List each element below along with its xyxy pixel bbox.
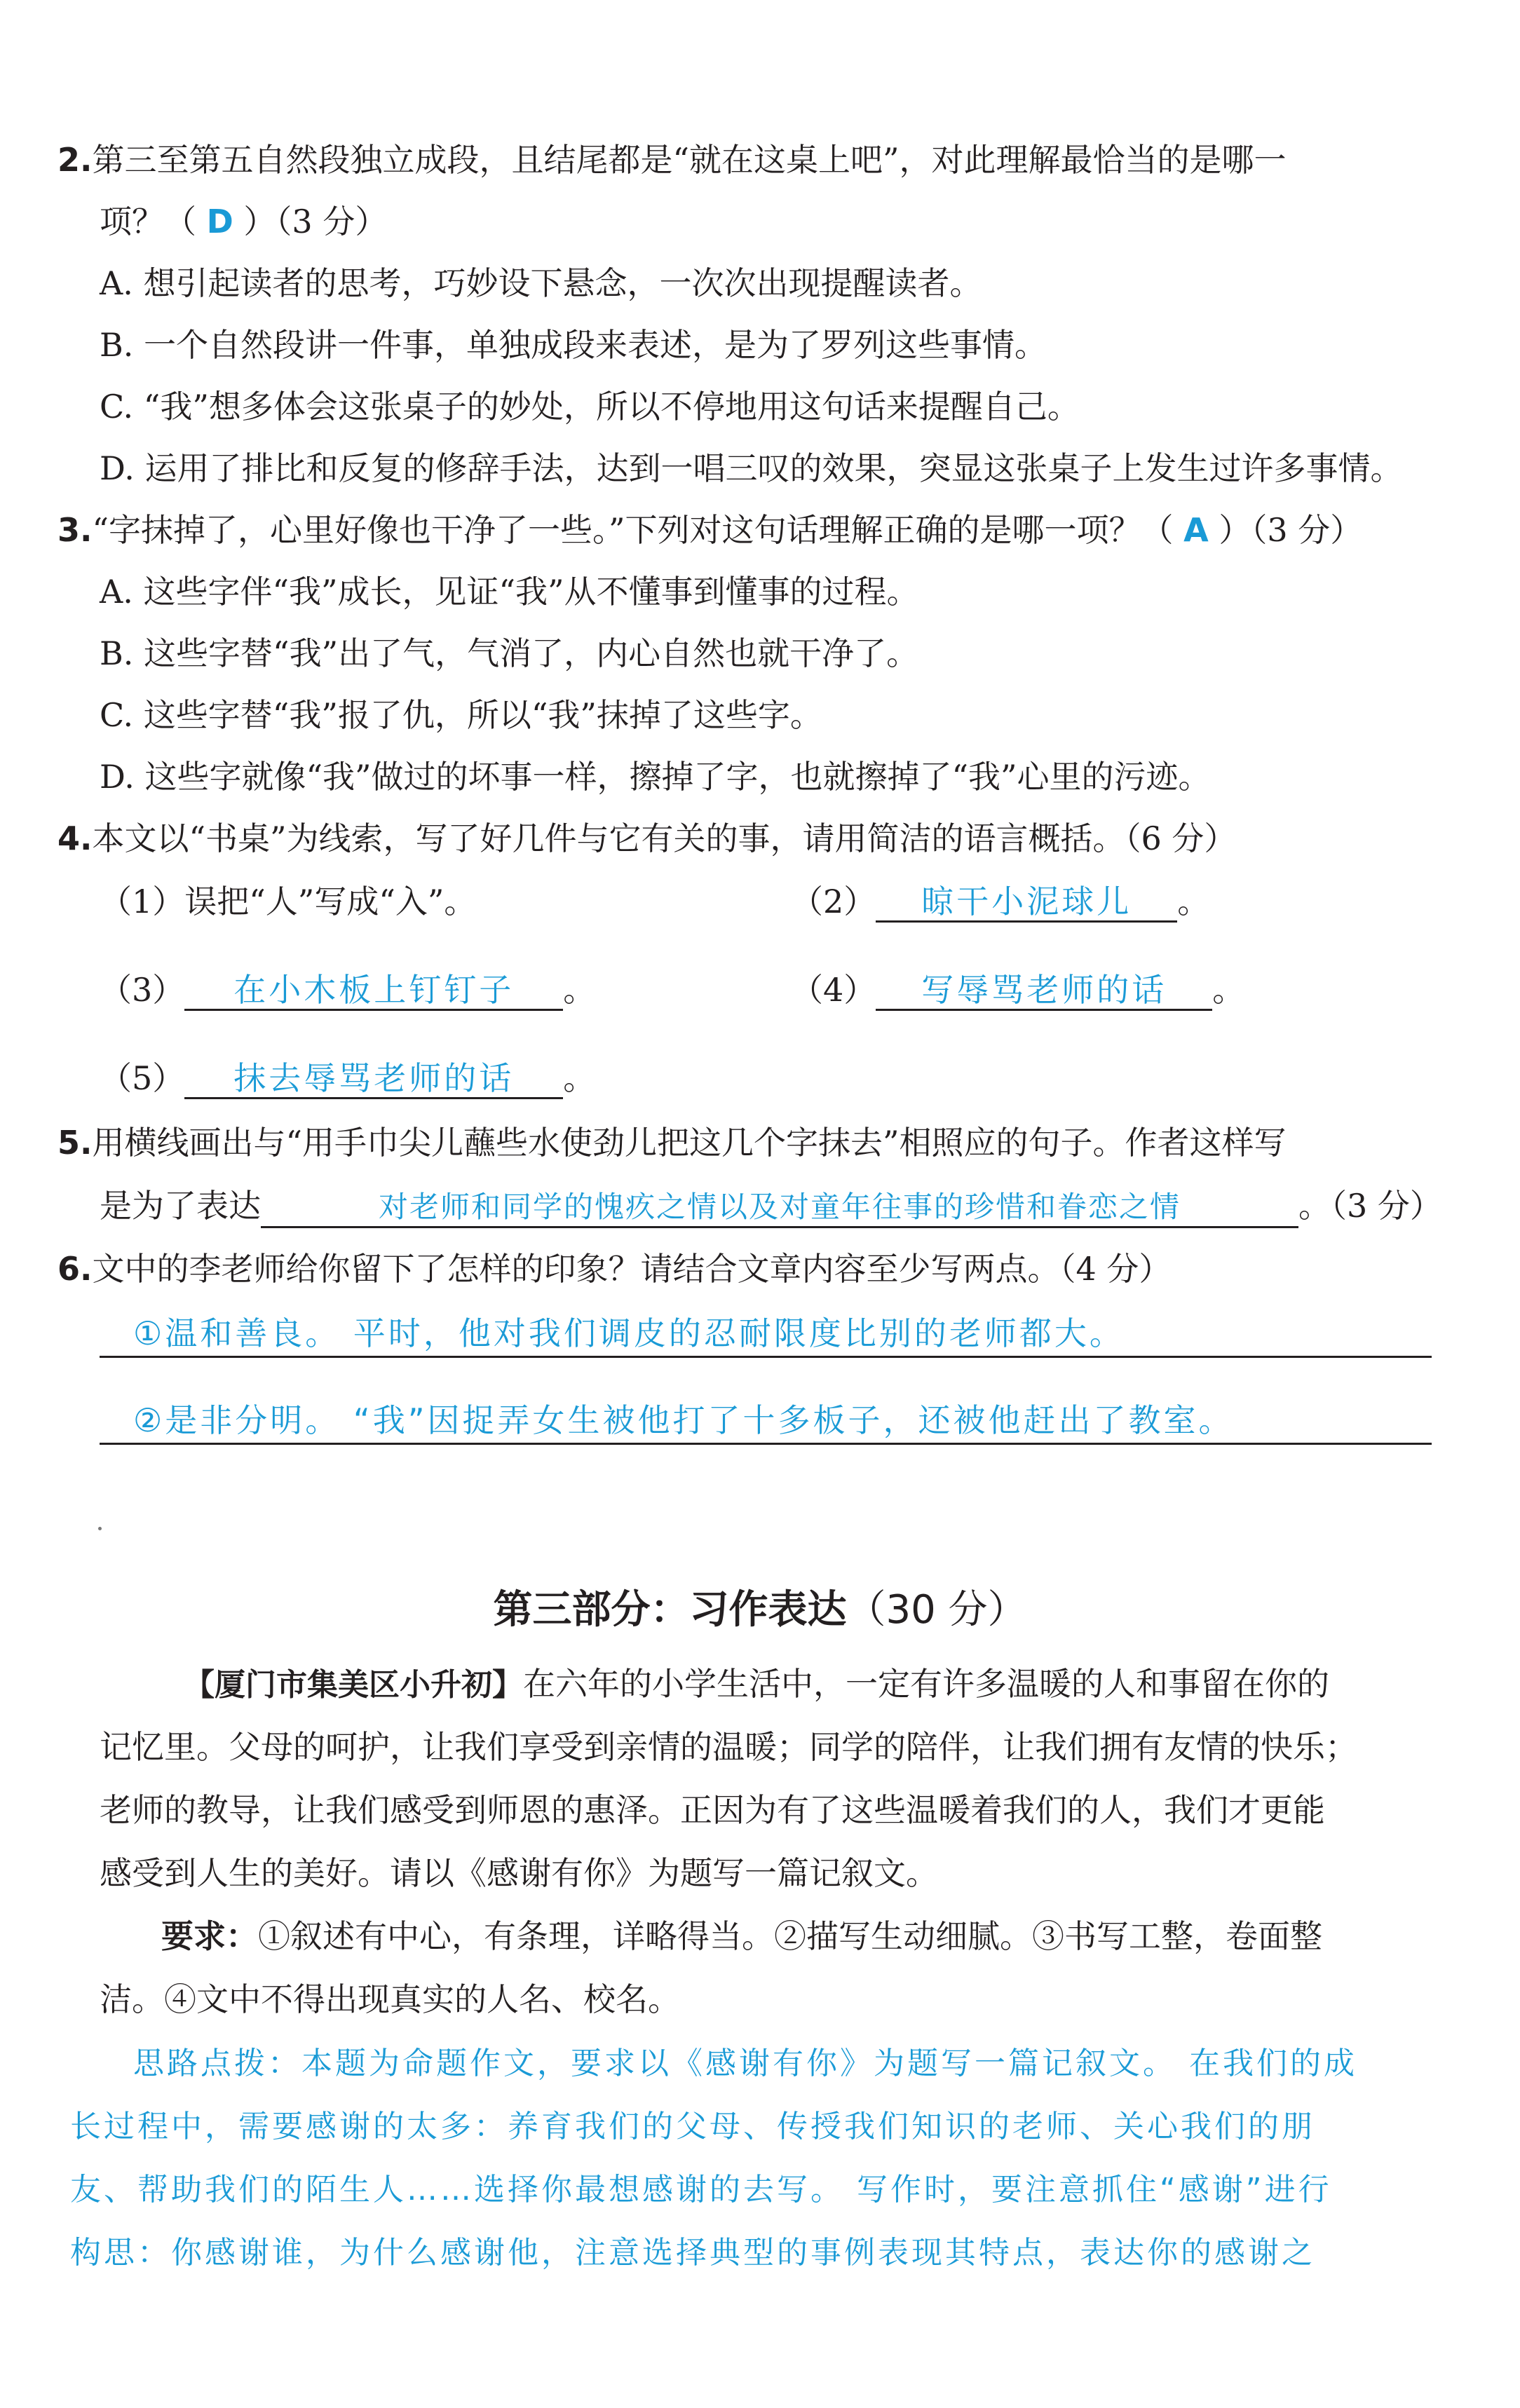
q4-item-5-answer: 抹去辱骂老师的话 — [184, 1059, 563, 1099]
q6-stem-text: 文中的李老师给你留下了怎样的印象？请结合文章内容至少写两点。（4 分） — [92, 1250, 1172, 1288]
q4-item-2 — [791, 880, 1209, 923]
q5-stem-line2 — [100, 1185, 1442, 1228]
q6-answer-1: ①温和善良。 平时，他对我们调皮的忍耐限度比别的老师都大。 — [133, 1314, 1125, 1352]
q2-option-b: B. 一个自然段讲一件事，单独成段来表述，是为了罗列这些事情。 — [100, 326, 1047, 364]
part3-title — [0, 1586, 1520, 1635]
part3-para-line1 — [184, 1663, 1329, 1706]
q6-answer-2: ②是非分明。 “我”因捉弄女生被他打了十多板子，还被他赶出了教室。 — [133, 1401, 1234, 1439]
hint-line3: 友、帮助我们的陌生人……选择你最想感谢的去写。 写作时，要注意抓住“感谢”进行 — [70, 2172, 1332, 2208]
requirements-label: 要求： — [161, 1917, 258, 1955]
q4-number: 4. — [57, 819, 93, 857]
part3-points: （30 分） — [846, 1587, 1027, 1633]
q6-number: 6. — [57, 1250, 93, 1288]
q4-item-1-text: 误把“人”写成“入”。 — [184, 883, 477, 920]
q4-item-3-label: （3） — [100, 971, 185, 1009]
q5-stem-line1 — [57, 1122, 1287, 1164]
q4-item-2-label: （2） — [791, 883, 876, 920]
q6-answer-2-rule — [100, 1443, 1432, 1445]
part3-para-line2: 记忆里。父母的呵护，让我们享受到亲情的温暖；同学的陪伴，让我们拥有友情的快乐； — [100, 1728, 1357, 1766]
hint-line2: 长过程中，需要感谢的太多：养育我们的父母、传授我们知识的老师、关心我们的朋 — [70, 2109, 1315, 2144]
q4-item-4-label: （4） — [791, 971, 876, 1009]
q4-item-5-end: 。 — [563, 1059, 596, 1097]
q2-option-c: C. “我”想多体会这张桌子的妙处，所以不停地用这句话来提醒自己。 — [100, 388, 1080, 426]
requirements-line1 — [161, 1915, 1322, 1957]
q3-stem — [57, 509, 1362, 551]
q3-option-d: D. 这些字就像“我”做过的坏事一样，擦掉了字，也就擦掉了“我”心里的污迹。 — [100, 758, 1211, 796]
q6-answer-1-rule — [100, 1356, 1432, 1358]
q2-answer: D — [206, 203, 233, 240]
requirements-text1: ①叙述有中心，有条理，详略得当。②描写生动细腻。③书写工整，卷面整 — [258, 1917, 1322, 1955]
q5-stem-text: 用横线画出与“用手巾尖儿蘸些水使劲儿把这几个字抹去”相照应的句子。作者这样写 — [92, 1124, 1287, 1162]
q5-number: 5. — [57, 1124, 93, 1162]
q4-item-1-label: （1） — [100, 883, 185, 920]
q3-number: 3. — [57, 511, 93, 549]
part3-para-line3: 老师的教导，让我们感受到师恩的惠泽。正因为有了这些温暖着我们的人，我们才更能 — [100, 1791, 1325, 1829]
q3-option-b: B. 这些字替“我”出了气，气消了，内心自然也就干净了。 — [100, 634, 919, 672]
q4-item-2-answer: 晾干小泥球儿 — [876, 883, 1177, 923]
q4-stem — [57, 817, 1236, 859]
q4-item-4 — [791, 969, 1244, 1011]
q4-item-5 — [100, 1057, 595, 1099]
q3-answer: A — [1183, 511, 1209, 549]
q5-answer: 对老师和同学的愧疚之情以及对童年往事的珍惜和眷恋之情 — [261, 1188, 1298, 1228]
hint-line1: 思路点拨：本题为命题作文，要求以《感谢有你》为题写一篇记叙文。 在我们的成 — [133, 2046, 1357, 2081]
source-tag: 【厦门市集美区小升初】 — [184, 1667, 523, 1703]
q4-item-4-answer: 写辱骂老师的话 — [876, 971, 1212, 1011]
q2-number: 2. — [57, 141, 93, 179]
q4-item-3-answer: 在小木板上钉钉子 — [184, 971, 563, 1011]
hint-line4: 构思：你感谢谁，为什么感谢他，注意选择典型的事例表现其特点，表达你的感谢之 — [70, 2235, 1315, 2271]
q4-item-5-label: （5） — [100, 1059, 185, 1097]
q5-lead: 是为了表达 — [100, 1187, 261, 1225]
q4-stem-text: 本文以“书桌”为线索，写了好几件与它有关的事，请用简洁的语言概括。（6 分） — [92, 819, 1237, 857]
q2-score: ）（3 分） — [233, 203, 388, 240]
q2-stem-line1 — [57, 139, 1287, 181]
q4-item-1 — [100, 880, 476, 923]
q3-stem-text: “字抹掉了，心里好像也干净了一些。”下列对这句话理解正确的是哪一项？（ — [92, 511, 1184, 549]
stray-dot — [98, 1527, 102, 1530]
q2-option-d: D. 运用了排比和反复的修辞手法，达到一唱三叹的效果，突显这张桌子上发生过许多事情。 — [100, 449, 1403, 487]
part3-title-text: 第三部分：习作表达 — [493, 1587, 847, 1633]
q4-item-2-end: 。 — [1177, 883, 1210, 920]
q3-score: ）（3 分） — [1208, 511, 1363, 549]
q2-stem-line2 — [100, 200, 387, 243]
requirements-line2: 洁。④文中不得出现真实的人名、校名。 — [100, 1980, 680, 2018]
q3-option-c: C. 这些字替“我”报了仇，所以“我”抹掉了这些字。 — [100, 696, 822, 734]
q4-item-3 — [100, 969, 595, 1011]
part3-para-line4: 感受到人生的美好。请以《感谢有你》为题写一篇记叙文。 — [100, 1854, 938, 1892]
q3-option-a: A. 这些字伴“我”成长，见证“我”从不懂事到懂事的过程。 — [100, 573, 919, 611]
q4-item-3-end: 。 — [563, 971, 596, 1009]
part3-para-text1: 在六年的小学生活中，一定有许多温暖的人和事留在你的 — [523, 1665, 1329, 1703]
q2-paren-open: 项？（ — [100, 203, 207, 240]
q5-score: 。（3 分） — [1298, 1187, 1442, 1225]
q6-stem — [57, 1248, 1171, 1290]
q2-option-a: A. 想引起读者的思考，巧妙设下悬念，一次次出现提醒读者。 — [100, 264, 982, 302]
q4-item-4-end: 。 — [1212, 971, 1245, 1009]
q2-stem-text: 第三至第五自然段独立成段，且结尾都是“就在这桌上吧”，对此理解最恰当的是哪一 — [92, 141, 1287, 179]
